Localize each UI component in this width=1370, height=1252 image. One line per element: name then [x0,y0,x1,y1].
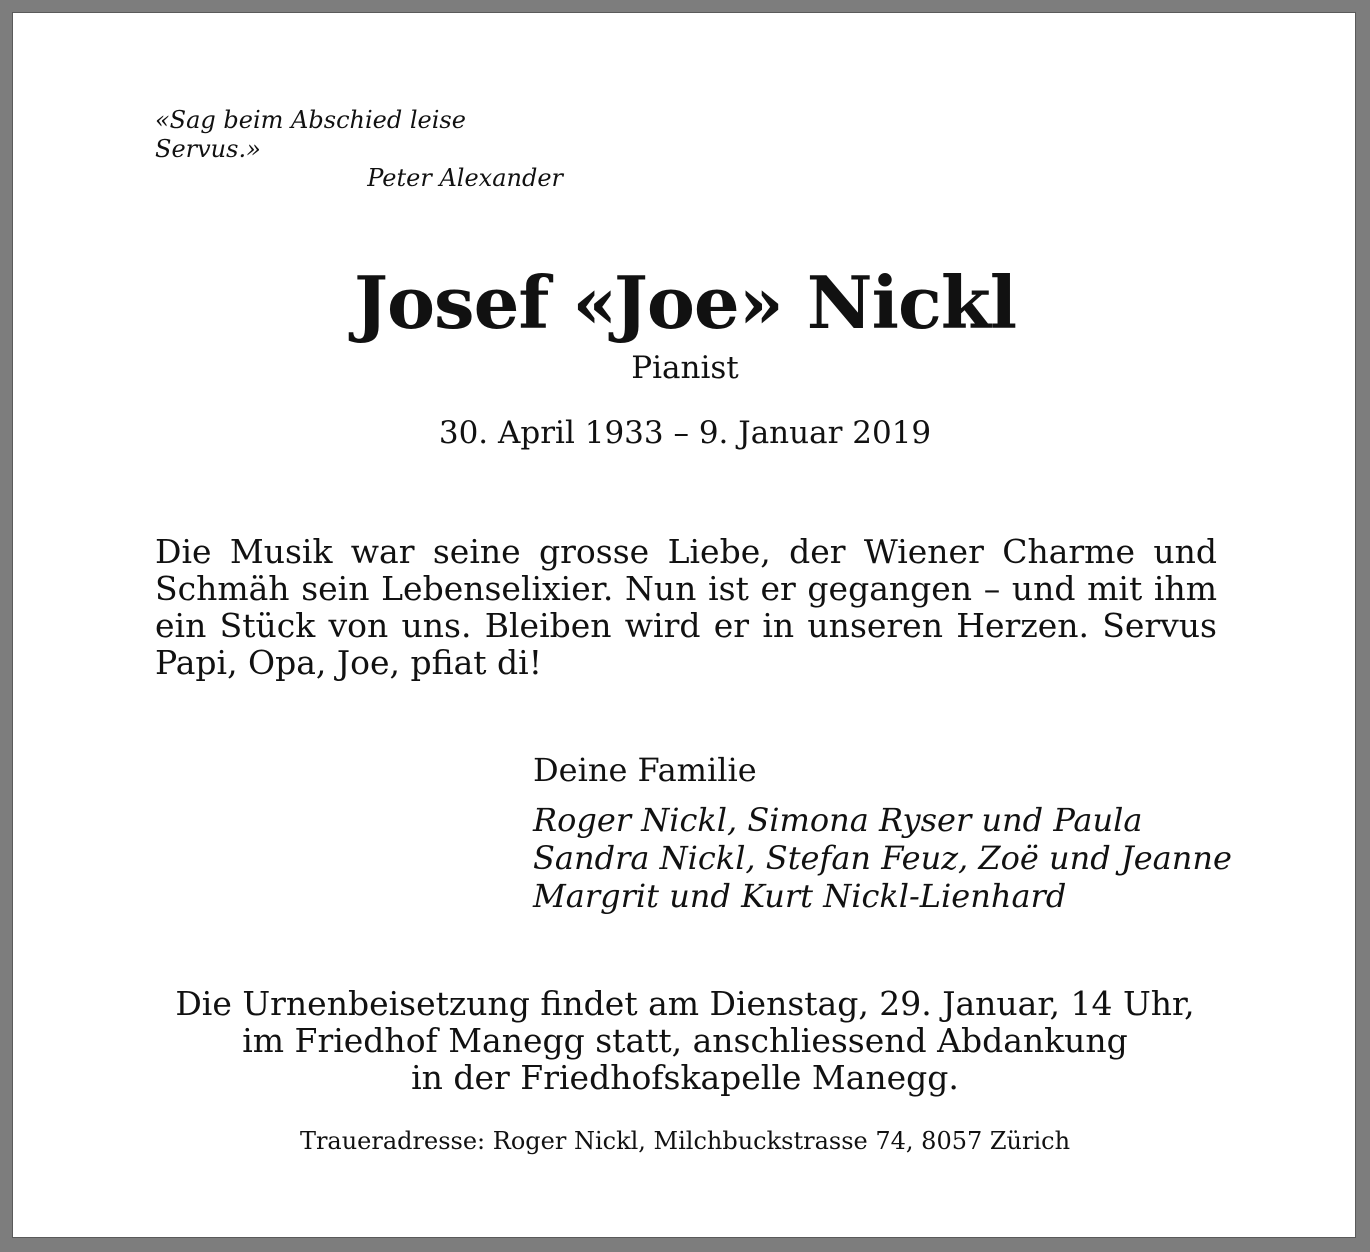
deceased-name: Josef «Joe» Nickl [353,260,1017,345]
obituary-notice [12,12,1356,1238]
family-members [533,801,1232,915]
family-member: Roger Nickl, Simona Ryser und Paula [533,801,1143,839]
family-heading: Deine Familie [533,751,757,789]
family-member: Sandra Nickl, Stefan Feuz, Zoë und Jeanne [533,839,1232,877]
tribute-message: Die Musik war seine grosse Liebe, der Wiener Charme und Schmäh sein Lebenselixier. Nun ist er gegangen – und mit ihm ein Stück von uns. Bleiben wird er in unseren Herzen. Servus Papi, Opa, Joe, pfiat di! [155,532,1217,682]
funeral-info [13,985,1357,1096]
life-dates: 30. April 1933 – 9. Januar 2019 [438,415,932,451]
mourning-address: Traueradresse: Roger Nickl, Milchbuckstrasse 74, 8057 Zürich [299,1127,1071,1155]
family-member: Margrit und Kurt Nickl-Lienhard [533,877,1067,915]
funeral-line: Die Urnenbeisetzung findet am Dienstag, 29. Januar, 14 Uhr, [175,984,1195,1023]
funeral-line: im Friedhof Manegg statt, anschliessend Abdankung [242,1021,1128,1060]
deceased-profession: Pianist [631,350,739,386]
epigraph-quote [155,106,575,193]
quote-text: «Sag beim Abschied leise Servus.» [155,106,466,163]
funeral-line: in der Friedhofskapelle Manegg. [411,1058,959,1097]
quote-author: Peter Alexander [367,164,563,192]
